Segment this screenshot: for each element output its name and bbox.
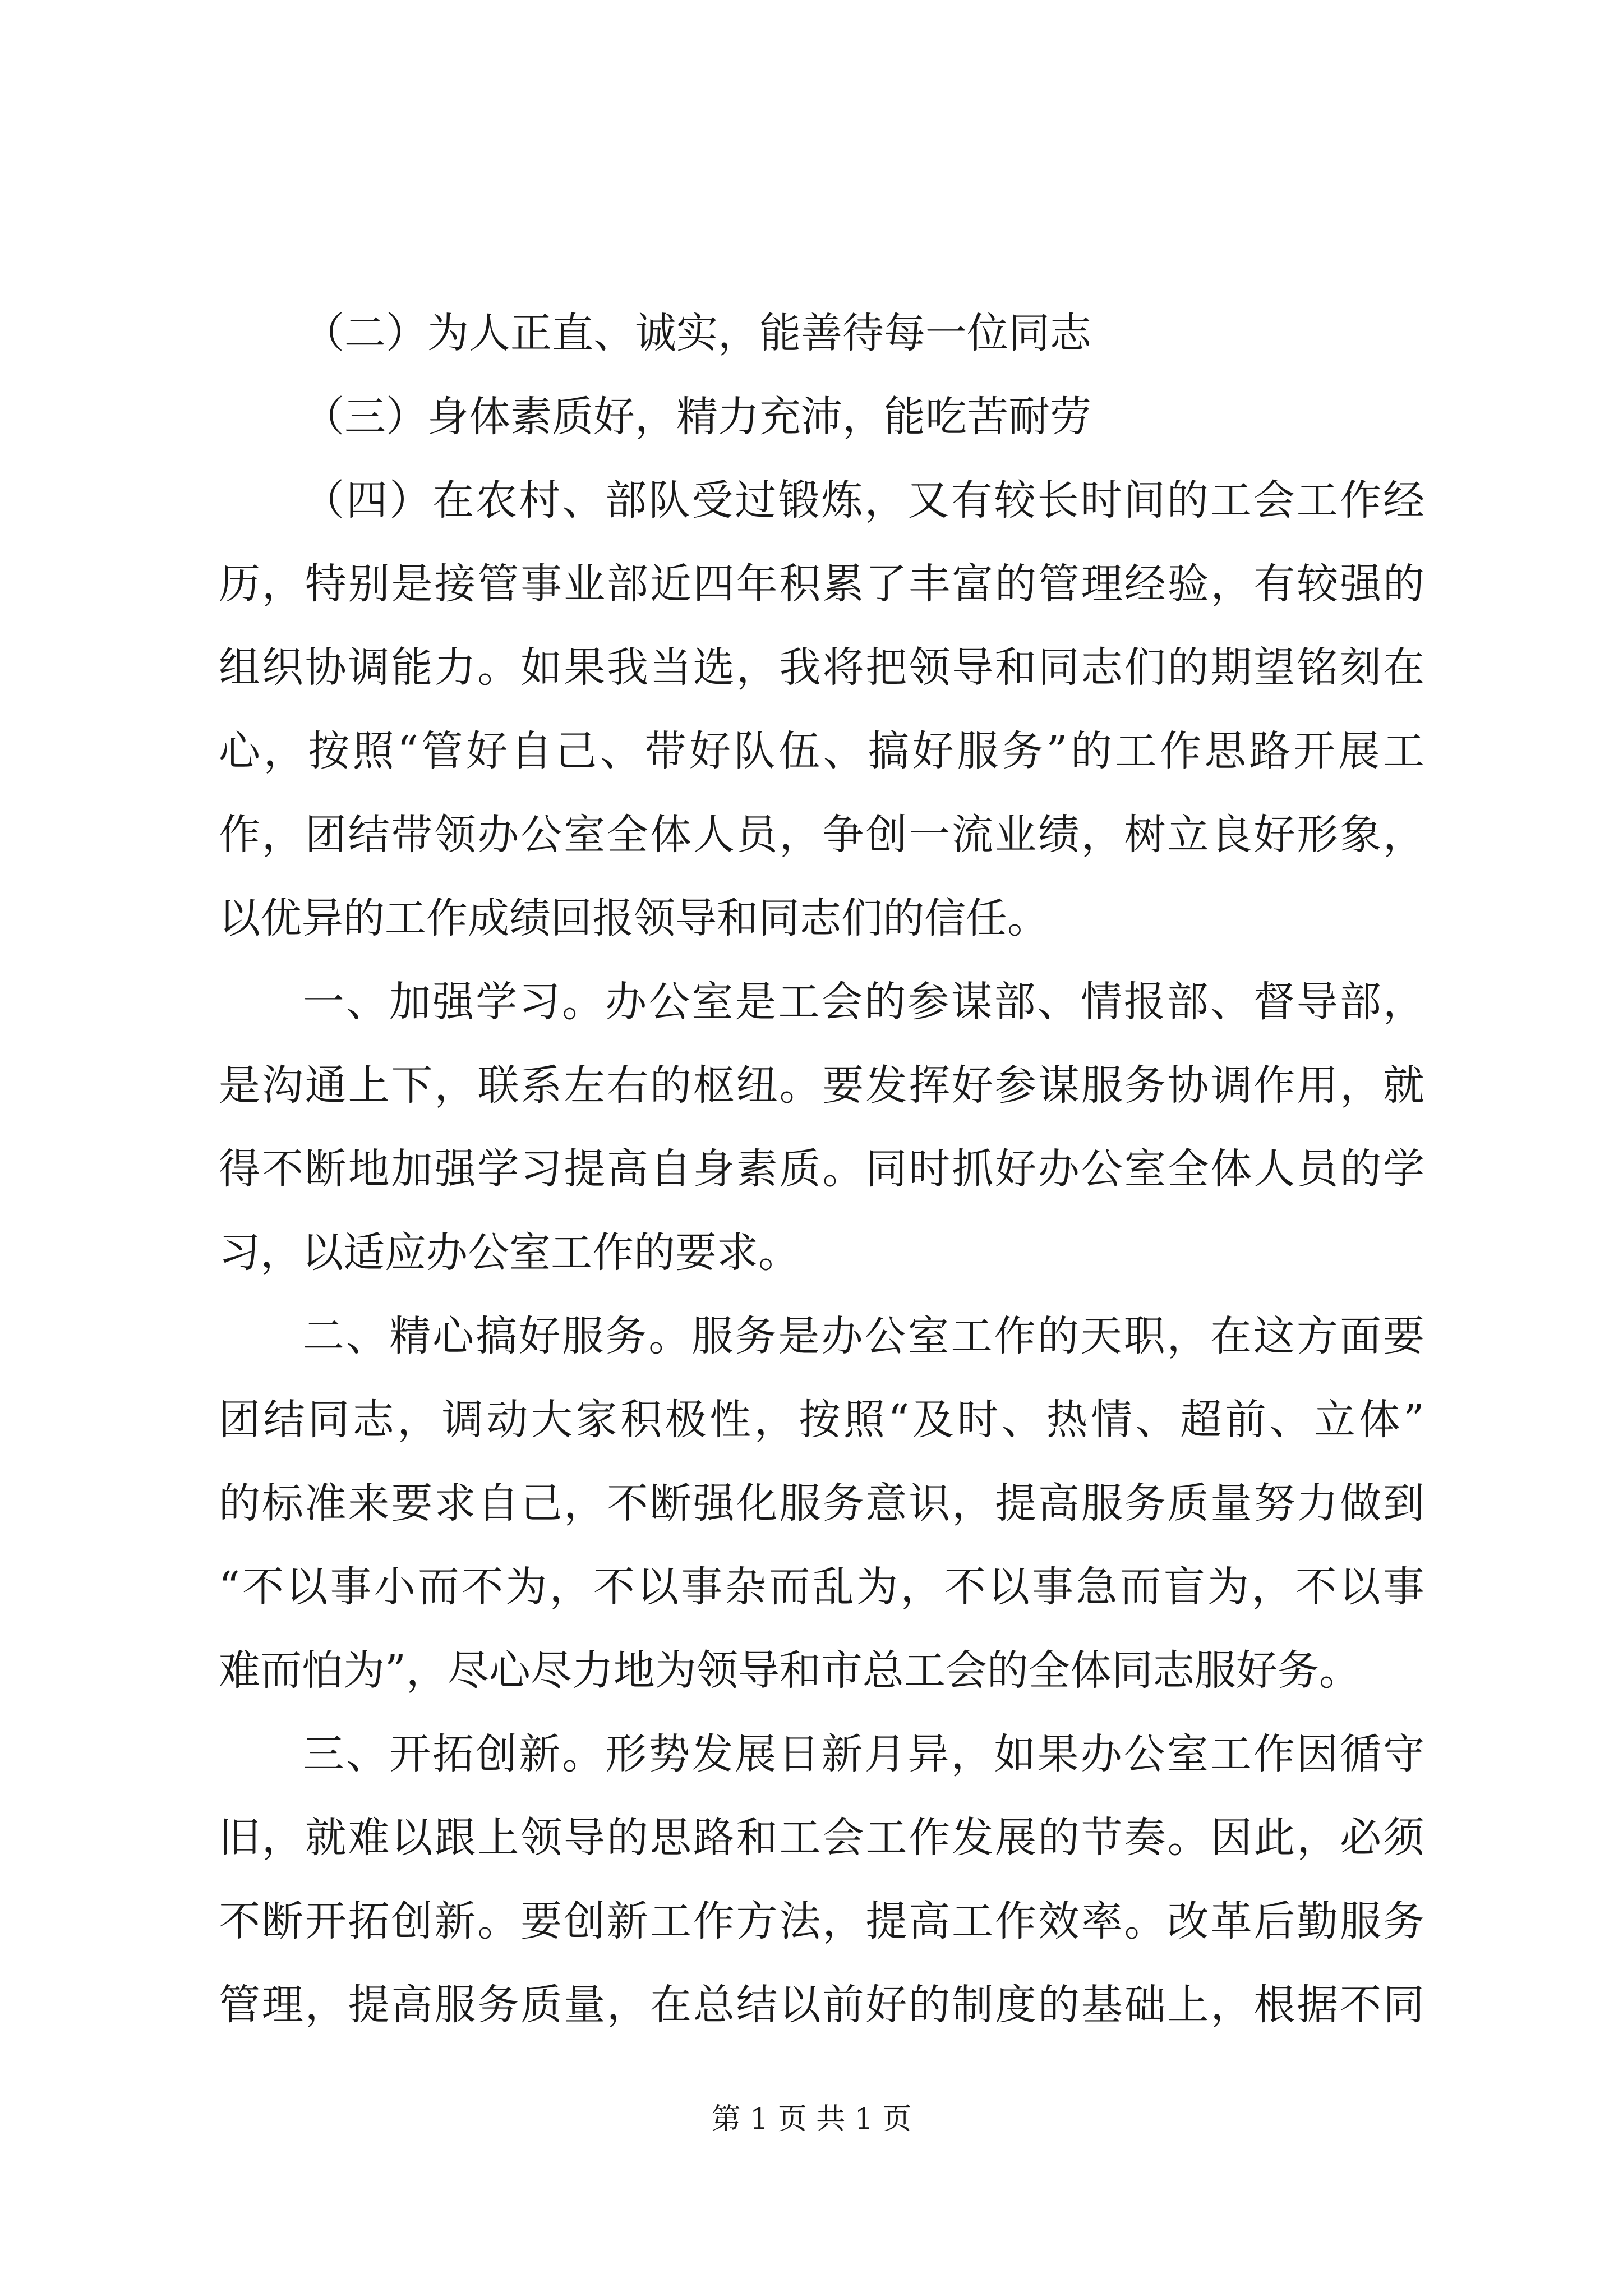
paragraph-line: 三、开拓创新。形势发展日新月异，如果办公室工作因循守 — [303, 1730, 1424, 1778]
paragraph-line: （四）在农村、部队受过锻炼，又有较长时间的工会工作经 — [303, 476, 1424, 524]
document-body — [219, 292, 1424, 2047]
paragraph-line: 得不断地加强学习提高自身素质。同时抓好办公室全体人员的学 — [219, 1145, 1424, 1193]
paragraph-line: 管理，提高服务质量，在总结以前好的制度的基础上，根据不同 — [219, 1981, 1424, 2029]
paragraph-line: 历，特别是接管事业部近四年积累了丰富的管理经验，有较强的 — [219, 560, 1424, 608]
paragraph-line: 难而怕为”，尽心尽力地为领导和市总工会的全体同志服好务。 — [219, 1646, 1361, 1695]
paragraph-line: 二、精心搞好服务。服务是办公室工作的天职，在这方面要 — [303, 1312, 1424, 1360]
page-number-label: 第 1 页 共 1 页 — [711, 2102, 912, 2136]
paragraph-line: 团结同志，调动大家积极性，按照“及时、热情、超前、立体” — [219, 1396, 1424, 1444]
page-footer — [0, 2095, 1623, 2137]
paragraph-line: 作，团结带领办公室全体人员，争创一流业绩，树立良好形象， — [219, 811, 1424, 859]
paragraph-line: “不以事小而不为，不以事杂而乱为，不以事急而盲为，不以事 — [219, 1563, 1424, 1611]
paragraph-line: 的标准来要求自己，不断强化服务意识，提高服务质量努力做到 — [219, 1479, 1424, 1527]
paragraph-line: 一、加强学习。办公室是工会的参谋部、情报部、督导部， — [303, 978, 1424, 1026]
paragraph-line: （二）为人正直、诚实，能善待每一位同志 — [303, 309, 1091, 357]
paragraph-line: 以优异的工作成绩回报领导和同志们的信任。 — [219, 894, 1049, 942]
paragraph-line: 旧，就难以跟上领导的思路和工会工作发展的节奏。因此，必须 — [219, 1814, 1424, 1862]
paragraph-line: 组织协调能力。如果我当选，我将把领导和同志们的期望铭刻在 — [219, 643, 1424, 692]
paragraph-line: 是沟通上下，联系左右的枢纽。要发挥好参谋服务协调作用，就 — [219, 1061, 1424, 1110]
paragraph-line: （三）身体素质好，精力充沛，能吃苦耐劳 — [303, 393, 1091, 441]
paragraph-line: 心，按照“管好自己、带好队伍、搞好服务”的工作思路开展工 — [219, 727, 1424, 775]
paragraph-line: 不断开拓创新。要创新工作方法，提高工作效率。改革后勤服务 — [219, 1897, 1424, 1945]
paragraph-line: 习，以适应办公室工作的要求。 — [219, 1228, 800, 1277]
